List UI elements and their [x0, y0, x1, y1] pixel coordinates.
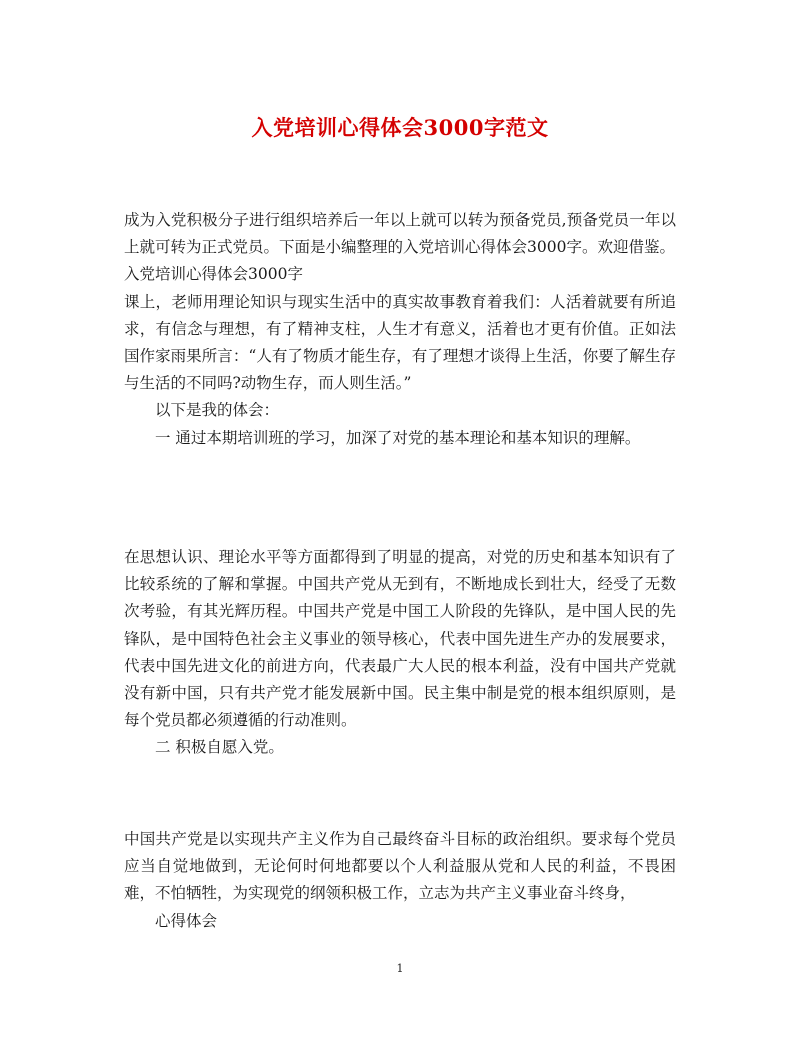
document-title: 入党培训心得体会3000字范文 — [251, 115, 549, 140]
paragraph-1: 课上，老师用理论知识与现实生活中的真实故事教育着我们：人活着就要有所追求，有信念与理想，有了精神支柱，人生才有意义，活着也才更有价值。正如法国作家雨果所言：“人有了物质才能生存，有了理想才谈得上生活，你要了解生存与生活的不同吗?动物生存，而人则生活。” — [124, 292, 676, 393]
paragraph-7: 心得体会 — [155, 911, 218, 930]
section-voluntary — [124, 826, 676, 935]
paragraph-5: 二 积极自愿入党。 — [155, 738, 284, 757]
paragraph-6: 中国共产党是以实现共产主义作为自己最终奋斗目标的政治组织。要求每个党员应当自觉地做到，无论何时何地都要以个人利益服从党和人民的利益，不畏困难，不怕牺牲，为实现党的纲领积极工作，立志为共产主义事业奋斗终身， — [124, 830, 676, 903]
section-understanding — [124, 544, 676, 762]
intro-paragraph: 成为入党积极分子进行组织培养后一年以上就可以转为预备党员,预备党员一年以上就可转为正式党员。下面是小编整理的入党培训心得体会3000字。欢迎借鉴。 — [124, 211, 676, 257]
subtitle: 入党培训心得体会3000字 — [124, 265, 303, 284]
section-intro — [124, 207, 676, 452]
paragraph-3: 一 通过本期培训班的学习，加深了对党的基本理论和基本知识的理解。 — [155, 428, 641, 447]
page-number: 1 — [396, 962, 404, 975]
paragraph-2: 以下是我的体会： — [155, 401, 280, 420]
paragraph-4: 在思想认识、理论水平等方面都得到了明显的提高，对党的历史和基本知识有了比较系统的了解和掌握。中国共产党从无到有，不断地成长到壮大，经受了无数次考验，有其光辉历程。中国共产党是中国工人阶段的先锋队，是中国人民的先锋队，是中国特色社会主义事业的领导核心，代表中国先进生产办的发展要求，代表中国先进文化的前进方向，代表最广大人民的根本利益，没有中国共产党就没有新中国，只有共产党才能发展新中国。民主集中制是党的根本组织原则，是每个党员都必须遵循的行动准则。 — [124, 548, 676, 730]
